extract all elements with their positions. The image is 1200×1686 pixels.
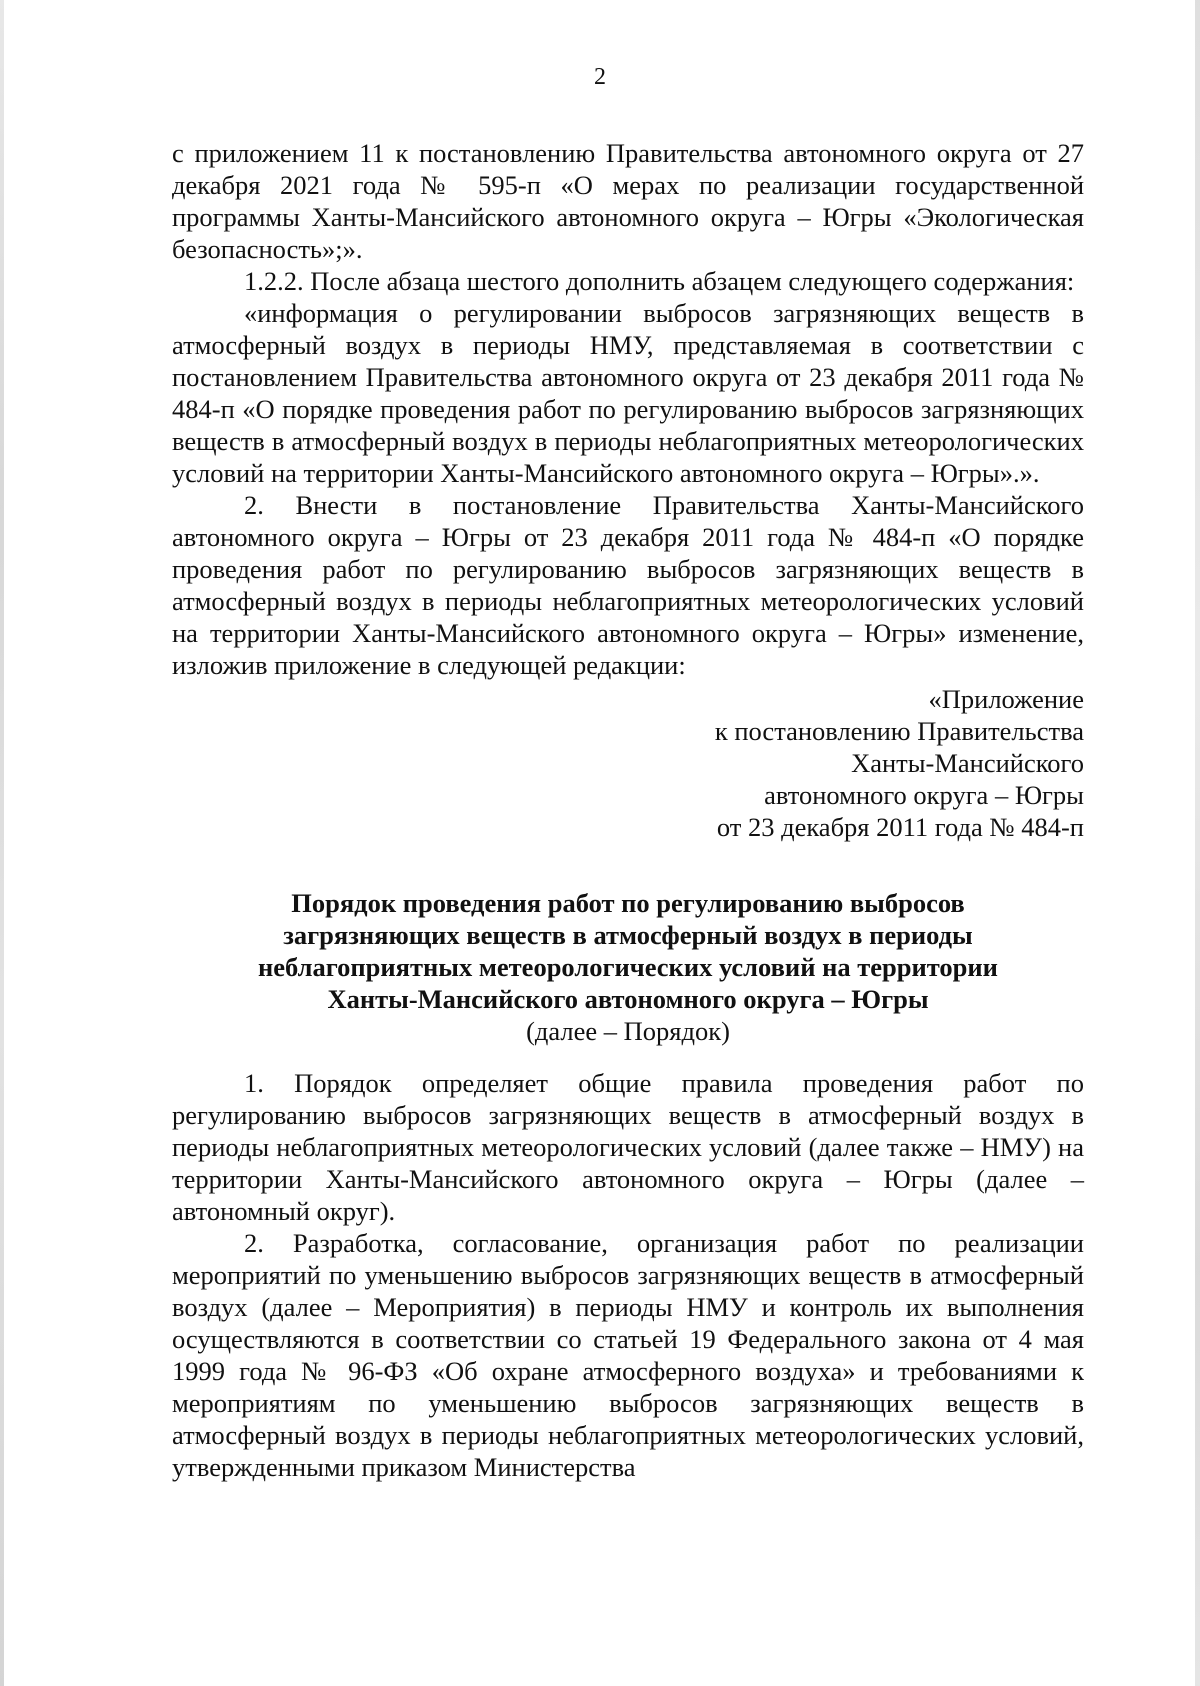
document-subtitle: (далее – Порядок) xyxy=(526,1016,730,1046)
document-title xyxy=(172,887,1084,1015)
title-line-4: Ханты-Мансийского автономного округа – Югры xyxy=(327,984,929,1014)
page-number: 2 xyxy=(594,64,606,90)
paragraph-1-2-2: 1.2.2. После абзаца шестого дополнить абзацем следующего содержания: xyxy=(244,266,1075,296)
appendix-header xyxy=(172,683,1084,843)
scan-edge-right xyxy=(1195,0,1200,1686)
appendix-line-4: автономного округа – Югры xyxy=(764,780,1084,810)
title-line-2: загрязняющих веществ в атмосферный воздух в периоды xyxy=(283,920,973,950)
title-line-1: Порядок проведения работ по регулированию выбросов xyxy=(291,888,965,918)
document-body xyxy=(172,137,1084,1483)
title-line-3: неблагоприятных метеорологических условий на территории xyxy=(258,952,998,982)
scan-edge-left xyxy=(0,0,4,1686)
appendix-line-2: к постановлению Правительства xyxy=(714,716,1084,746)
paragraph-2-amendment: 2. Внести в постановление Правительства Ханты-Мансийского автономного округа – Югры от 23 декабря 2011 года № 484-п «О порядке проведения работ по регулированию выбросов загрязняющих веществ в атмосферный воздух в периоды неблагоприятных метеорологических условий на территории Ханты-Мансийского автономного округа – Югры» изменение, изложив приложение в следующей редакции: xyxy=(172,490,1084,680)
appendix-line-1: «Приложение xyxy=(928,684,1084,714)
appendix-line-3: Ханты-Мансийского xyxy=(851,748,1084,778)
spacer xyxy=(172,1047,1084,1067)
paragraph-order-1: 1. Порядок определяет общие правила проведения работ по регулированию выбросов загрязняющих веществ в атмосферный воздух в периоды неблагоприятных метеорологических условий (далее также – НМУ) на территории Ханты-Мансийского автономного округа – Югры (далее – автономный округ). xyxy=(172,1068,1084,1226)
paragraph-quoted-info: «информация о регулировании выбросов загрязняющих веществ в атмосферный воздух в периоды НМУ, представляемая в соответствии с постановлением Правительства автономного округа от 23 декабря 2011 года № 484-п «О порядке проведения работ по регулированию выбросов загрязняющих веществ в атмосферный воздух в периоды неблагоприятных метеорологических условий на территории Ханты-Мансийского автономного округа – Югры».». xyxy=(172,298,1084,488)
paragraph-continuation: с приложением 11 к постановлению Правительства автономного округа от 27 декабря 2021 года № 595-п «О мерах по реализации государственной программы Ханты-Мансийского автономного округа – Югры «Экологическая безопасность»;». xyxy=(172,138,1084,264)
appendix-line-5: от 23 декабря 2011 года № 484-п xyxy=(716,812,1084,842)
paragraph-order-2: 2. Разработка, согласование, организация работ по реализации мероприятий по уменьшению выбросов загрязняющих веществ в атмосферный воздух (далее – Мероприятия) в периоды НМУ и контроль их выполнения осуществляются в соответствии со статьей 19 Федерального закона от 4 мая 1999 года № 96-ФЗ «Об охране атмосферного воздуха» и требованиями к мероприятиям по уменьшению выбросов загрязняющих веществ в атмосферный воздух в периоды неблагоприятных метеорологических условий, утвержденными приказом Министерства xyxy=(172,1228,1084,1482)
